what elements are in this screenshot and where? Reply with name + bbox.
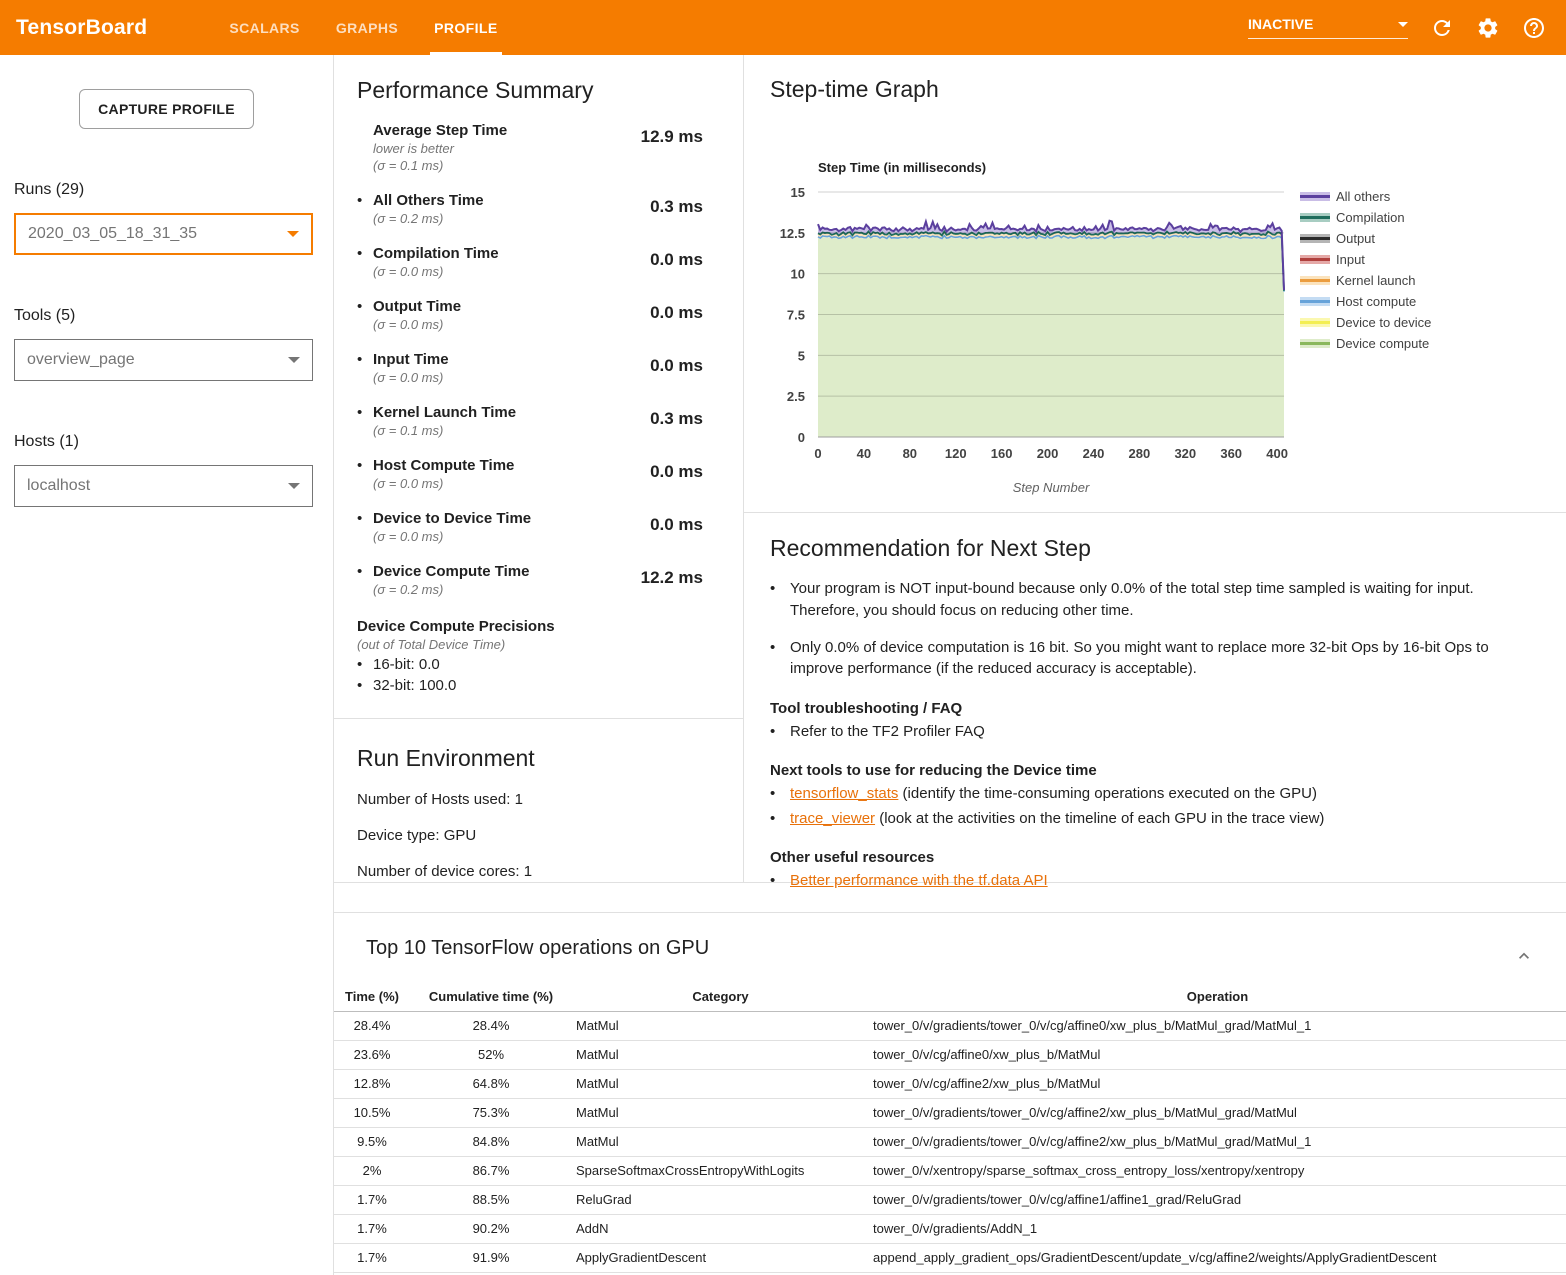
bullet-dot: • <box>357 298 363 315</box>
metric-sigma: (σ = 0.0 ms) <box>373 476 444 491</box>
table-cell: 90.2% <box>410 1214 572 1243</box>
table-header-cell: Operation <box>869 982 1566 1011</box>
bullet-dot: • <box>357 351 363 368</box>
table-cell: tower_0/v/gradients/AddN_1 <box>869 1214 1566 1243</box>
metric-row <box>357 121 703 174</box>
bullet-dot: • <box>357 457 363 474</box>
bullet-dot: • <box>357 510 363 527</box>
nav-tabs <box>211 0 515 55</box>
metric-value: 0.0 ms <box>650 462 703 481</box>
legend-swatch-line <box>1300 237 1330 240</box>
legend-swatch-line <box>1300 258 1330 261</box>
legend-swatch-line <box>1300 342 1330 345</box>
tab-scalars[interactable]: SCALARS <box>229 19 300 36</box>
performance-summary-title: Performance Summary <box>357 77 594 103</box>
metric-sigma: (σ = 0.0 ms) <box>373 529 444 544</box>
x-tick-label: 400 <box>1266 446 1288 461</box>
step-time-graph-section <box>744 55 1566 513</box>
metric-row <box>357 191 703 227</box>
table-cell: ReluGrad <box>572 1185 869 1214</box>
metric-sigma: (σ = 0.0 ms) <box>373 317 444 332</box>
table-cell: tower_0/v/gradients/tower_0/v/cg/affine2/xw_plus_b/MatMul_grad/MatMul_1 <box>869 1127 1566 1156</box>
table-cell: 64.8% <box>410 1069 572 1098</box>
table-row <box>334 1214 1566 1243</box>
legend-swatch-line <box>1300 216 1330 219</box>
step-time-graph-title: Step-time Graph <box>770 76 939 102</box>
precision-item: • 16-bit: 0.0 <box>357 656 703 673</box>
table-cell: AddN <box>572 1214 869 1243</box>
metric-row <box>357 297 703 333</box>
metric-row <box>357 350 703 386</box>
legend-label: Device to device <box>1336 315 1432 330</box>
precisions-note: (out of Total Device Time) <box>357 637 506 652</box>
capture-profile-button[interactable]: CAPTURE PROFILE <box>79 89 254 129</box>
table-cell: 86.7% <box>410 1156 572 1185</box>
table-cell: tower_0/v/cg/affine0/xw_plus_b/MatMul <box>869 1040 1566 1069</box>
chart-title: Step Time (in milliseconds) <box>818 160 987 175</box>
precisions-title: Device Compute Precisions <box>357 618 555 635</box>
table-cell: 23.6% <box>334 1040 410 1069</box>
x-tick-label: 120 <box>944 446 967 461</box>
recommendation-title: Recommendation for Next Step <box>770 535 1091 561</box>
sidebar <box>0 55 334 1275</box>
next-tool-desc: (look at the activities on the timeline of each GPU in the trace view) <box>875 810 1325 827</box>
table-cell: 1.7% <box>334 1243 410 1272</box>
metric-name: Average Step Time <box>373 122 508 139</box>
metric-value: 0.0 ms <box>650 303 703 322</box>
x-axis-label: Step Number <box>1012 480 1090 495</box>
table-cell: tower_0/v/gradients/tower_0/v/cg/affine0/xw_plus_b/MatMul_grad/MatMul_1 <box>869 1011 1566 1040</box>
tab-profile[interactable]: PROFILE <box>416 0 515 55</box>
legend-swatch-line <box>1300 300 1330 303</box>
other-resources-title: Other useful resources <box>770 849 935 866</box>
metric-sigma: (σ = 0.2 ms) <box>373 211 444 226</box>
metric-note: lower is better <box>373 141 454 156</box>
x-tick-label: 160 <box>990 446 1013 461</box>
recommendation-bullet: • Only 0.0% of device computation is 16 bit. So you might want to replace more 32-bit Ops by 16-bit Ops to improve performance (if the reduced accuracy is acceptable). <box>770 637 1530 681</box>
x-tick-label: 0 <box>814 446 822 461</box>
metric-value: 12.9 ms <box>640 127 703 146</box>
legend-label: Compilation <box>1336 210 1405 225</box>
bullet-dot: • <box>357 404 363 421</box>
table-cell: ApplyGradientDescent <box>572 1243 869 1272</box>
refresh-icon[interactable] <box>1430 16 1454 40</box>
metric-sigma: (σ = 0.1 ms) <box>373 158 444 173</box>
table-header-cell: Cumulative time (%) <box>410 982 572 1011</box>
metric-name: All Others Time <box>373 192 484 209</box>
metric-name: Device Compute Time <box>373 563 530 580</box>
table-cell: 28.4% <box>334 1011 410 1040</box>
metric-value: 0.0 ms <box>650 515 703 534</box>
x-tick-label: 80 <box>902 446 918 461</box>
table-row <box>334 1243 1566 1272</box>
faq-title: Tool troubleshooting / FAQ <box>770 700 963 717</box>
metric-name: Output Time <box>373 298 462 315</box>
y-tick-label: 7.5 <box>786 307 805 323</box>
table-cell: 84.8% <box>410 1127 572 1156</box>
header-controls <box>1248 16 1566 40</box>
hosts-label: Hosts (1) <box>14 433 79 450</box>
table-row <box>334 1040 1566 1069</box>
table-cell: tower_0/v/gradients/tower_0/v/cg/affine2/xw_plus_b/MatMul_grad/MatMul <box>869 1098 1566 1127</box>
x-tick-label: 200 <box>1036 446 1059 461</box>
collapse-chevron-up-icon[interactable] <box>1512 945 1536 969</box>
metric-sigma: (σ = 0.0 ms) <box>373 264 444 279</box>
legend-label: Device compute <box>1336 336 1430 351</box>
legend-swatch-line <box>1300 279 1330 282</box>
table-cell: tower_0/v/cg/affine2/xw_plus_b/MatMul <box>869 1069 1566 1098</box>
legend-label: Output <box>1336 231 1376 246</box>
app-header <box>0 0 1566 55</box>
chevron-down-icon <box>1398 22 1408 27</box>
run-environment-title: Run Environment <box>357 745 535 771</box>
table-cell: 10.5% <box>334 1098 410 1127</box>
app-title: TensorBoard <box>16 15 148 39</box>
metric-row <box>357 509 703 545</box>
y-tick-label: 0 <box>797 430 805 445</box>
table-header-cell: Category <box>572 982 869 1011</box>
top-ops-title: Top 10 TensorFlow operations on GPU <box>366 937 710 959</box>
chevron-down-icon <box>288 357 300 363</box>
bullet-dot <box>357 121 373 174</box>
metric-name: Kernel Launch Time <box>373 404 517 421</box>
recommendation-bullet: • Your program is NOT input-bound because only 0.0% of the total step time sampled is waiting for input. Therefore, you should focus on reducing other time. <box>770 578 1530 622</box>
metric-name: Device to Device Time <box>373 510 532 527</box>
bullet-dot: • <box>357 192 363 209</box>
legend-label: Kernel launch <box>1336 273 1416 288</box>
chevron-down-icon <box>287 231 299 237</box>
x-tick-label: 280 <box>1128 446 1151 461</box>
legend-swatch-line <box>1300 321 1330 324</box>
bullet-dot: • <box>357 563 363 580</box>
metric-sigma: (σ = 0.2 ms) <box>373 582 444 597</box>
table-row <box>334 1156 1566 1185</box>
table-cell: MatMul <box>572 1098 869 1127</box>
metric-row <box>357 403 703 439</box>
table-row <box>334 1185 1566 1214</box>
metric-value: 0.0 ms <box>650 356 703 375</box>
table-cell: 1.7% <box>334 1214 410 1243</box>
next-tool-link[interactable]: tensorflow_stats <box>790 785 899 802</box>
table-cell: 1.7% <box>334 1185 410 1214</box>
help-icon[interactable] <box>1522 16 1546 40</box>
table-cell: 28.4% <box>410 1011 572 1040</box>
faq-item: • Refer to the TF2 Profiler FAQ <box>770 721 1530 742</box>
table-cell: 2% <box>334 1156 410 1185</box>
status-dropdown[interactable] <box>1248 16 1408 39</box>
step-time-chart <box>770 105 1566 512</box>
env-line: Number of device cores: 1 <box>357 863 533 880</box>
status-dropdown-value: INACTIVE <box>1248 16 1314 32</box>
metric-row <box>357 244 703 280</box>
table-cell: MatMul <box>572 1127 869 1156</box>
y-tick-label: 12.5 <box>779 225 805 241</box>
x-tick-label: 240 <box>1082 446 1105 461</box>
table-cell: 12.8% <box>334 1069 410 1098</box>
runs-dropdown-value: 2020_03_05_18_31_35 <box>28 225 198 242</box>
x-tick-label: 320 <box>1174 446 1197 461</box>
table-cell: 91.9% <box>410 1243 572 1272</box>
table-header-cell: Time (%) <box>334 982 410 1011</box>
metric-sigma: (σ = 0.1 ms) <box>373 423 444 438</box>
table-cell: 75.3% <box>410 1098 572 1127</box>
recommendation-section <box>744 513 1566 891</box>
table-row <box>334 1069 1566 1098</box>
table-row <box>334 1011 1566 1040</box>
metric-name: Input Time <box>373 351 449 368</box>
legend-label: Input <box>1336 252 1365 267</box>
table-cell: 9.5% <box>334 1127 410 1156</box>
tab-graphs[interactable]: GRAPHS <box>335 19 399 36</box>
y-tick-label: 10 <box>790 266 805 282</box>
hosts-dropdown-value: localhost <box>27 477 91 494</box>
tools-dropdown[interactable] <box>14 339 313 381</box>
metric-value: 0.3 ms <box>650 197 703 216</box>
table-cell: 52% <box>410 1040 572 1069</box>
resource-item <box>770 870 1530 891</box>
chevron-down-icon <box>288 483 300 489</box>
runs-dropdown[interactable] <box>14 213 313 255</box>
x-tick-label: 360 <box>1220 446 1243 461</box>
table-cell: MatMul <box>572 1011 869 1040</box>
hosts-dropdown[interactable] <box>14 465 313 507</box>
legend-label: All others <box>1336 189 1391 204</box>
performance-summary-section <box>334 55 743 719</box>
metric-name: Compilation Time <box>373 245 499 262</box>
env-line: Number of Hosts used: 1 <box>357 791 523 808</box>
device-compute-precisions <box>357 618 703 694</box>
table-row <box>334 1127 1566 1156</box>
y-tick-label: 5 <box>797 348 805 364</box>
legend-swatch-line <box>1300 195 1330 198</box>
table-cell: 88.5% <box>410 1185 572 1214</box>
y-tick-label: 15 <box>790 185 805 200</box>
tools-dropdown-value: overview_page <box>27 351 135 368</box>
y-tick-label: 2.5 <box>786 389 805 405</box>
metric-value: 0.3 ms <box>650 409 703 428</box>
table-row <box>334 1098 1566 1127</box>
metric-value: 0.0 ms <box>650 250 703 269</box>
next-tools-title: Next tools to use for reducing the Device time <box>770 762 1097 779</box>
env-line: Device type: GPU <box>357 827 477 844</box>
main-content <box>334 55 1566 1275</box>
tools-label: Tools (5) <box>14 307 76 324</box>
table-cell: tower_0/v/gradients/tower_0/v/cg/affine1/affine1_grad/ReluGrad <box>869 1185 1566 1214</box>
next-tool-item <box>770 783 1530 804</box>
table-cell: SparseSoftmaxCrossEntropyWithLogits <box>572 1156 869 1185</box>
next-tool-desc: (identify the time-consuming operations executed on the GPU) <box>898 785 1317 802</box>
resource-link[interactable]: Better performance with the tf.data API <box>790 872 1048 889</box>
next-tool-link[interactable]: trace_viewer <box>790 810 876 827</box>
metric-sigma: (σ = 0.0 ms) <box>373 370 444 385</box>
runs-label: Runs (29) <box>14 181 85 198</box>
metric-value: 12.2 ms <box>640 568 703 587</box>
settings-gear-icon[interactable] <box>1476 16 1500 40</box>
run-environment-section <box>334 719 743 880</box>
bullet-dot: • <box>357 245 363 262</box>
legend-label: Host compute <box>1336 294 1417 309</box>
metric-row <box>357 456 703 492</box>
next-tool-item <box>770 808 1530 829</box>
x-tick-label: 40 <box>856 446 872 461</box>
metrics-list <box>357 121 703 598</box>
metric-row <box>357 562 703 598</box>
table-cell: append_apply_gradient_ops/GradientDescent/update_v/cg/affine2/weights/ApplyGradientDescent <box>869 1243 1566 1272</box>
table-cell: tower_0/v/xentropy/sparse_softmax_cross_entropy_loss/xentropy/xentropy <box>869 1156 1566 1185</box>
top-ops-table <box>334 982 1566 1273</box>
table-cell: MatMul <box>572 1040 869 1069</box>
area-device-compute <box>818 237 1284 437</box>
precision-item: • 32-bit: 100.0 <box>357 677 703 694</box>
metric-name: Host Compute Time <box>373 457 515 474</box>
top-ops-section <box>334 912 1566 1273</box>
table-cell: MatMul <box>572 1069 869 1098</box>
